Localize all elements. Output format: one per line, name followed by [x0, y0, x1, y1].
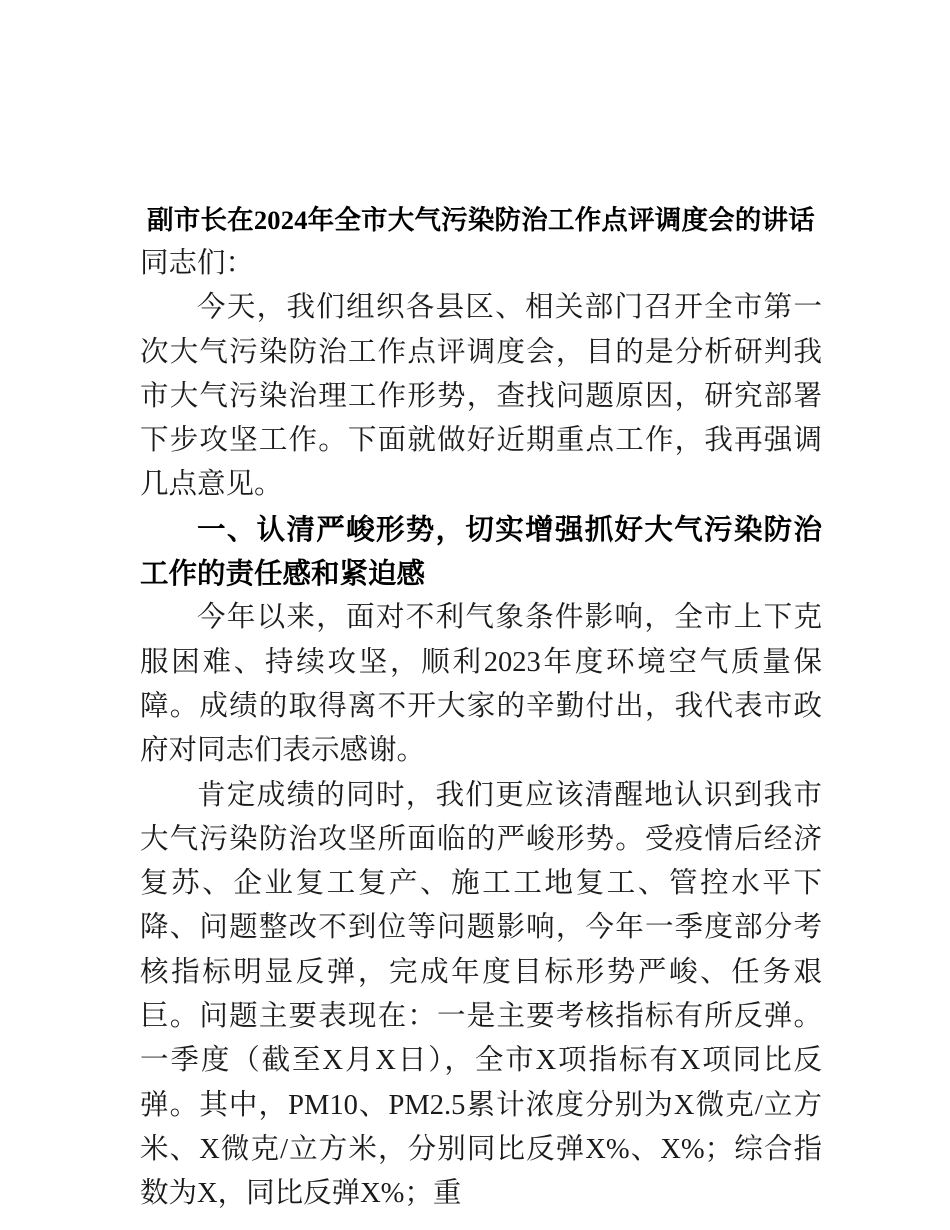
document-title: 副市长在2024年全市大气污染防治工作点评调度会的讲话 — [147, 205, 815, 235]
paragraph-section1-1: 今年以来，面对不利气象条件影响，全市上下克服困难、持续攻坚，顺利2023年度环境空气质量保障。成绩的取得离不开大家的辛勤付出，我代表市政府对同志们表示感谢。 — [140, 602, 822, 767]
section-heading-1: 一、认清严峻形势，切实增强抓好大气污染防治工作的责任感和紧迫感 — [140, 513, 822, 591]
paragraph-opening: 今天，我们组织各县区、相关部门召开全市第一次大气污染防治工作点评调度会，目的是分析研判我市大气污染治理工作形势，查找问题原因，研究部署下步攻坚工作。下面就做好近期重点工作，我再强调几点意见。 — [140, 292, 822, 501]
document-body — [140, 198, 822, 1217]
salutation-line: 同志们： — [140, 248, 255, 279]
paragraph-section1-2: 肯定成绩的同时，我们更应该清醒地认识到我市大气污染防治攻坚所面临的严峻形势。受疫情后经济复苏、企业复工复产、施工工地复工、管控水平下降、问题整改不到位等问题影响，今年一季度部分考核指标明显反弹，完成年度目标形势严峻、任务艰巨。问题主要表现在：一是主要考核指标有所反弹。一季度（截至X月X日），全市X项指标有X项同比反弹。其中，PM10、PM2.5累计浓度分别为X微克/立方米、X微克/立方米，分别同比反弹X%、X%；综合指数为X，同比反弹X%；重 — [140, 779, 822, 1210]
